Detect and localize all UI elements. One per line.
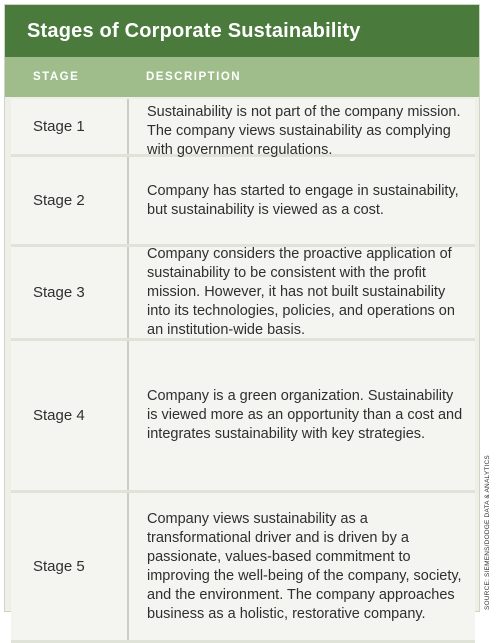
description-cell [129, 493, 475, 640]
description-text: Sustainability is not part of the company mission. The company views sustainability as complying with government regulations. [147, 104, 461, 158]
column-header-stage: STAGE [33, 71, 80, 83]
column-header-row [5, 57, 479, 97]
stage-cell: Stage 1 [11, 99, 129, 154]
stage-cell: Stage 5 [11, 493, 129, 640]
description-text: Company is a green organization. Sustainability is viewed more as an opportunity than a cost and integrates sustainability with key strategies. [147, 388, 463, 442]
table-title: Stages of Corporate Sustainability [5, 5, 479, 57]
description-cell [129, 341, 475, 490]
source-credit [484, 455, 498, 610]
description-cell [129, 99, 475, 158]
table-row [11, 99, 475, 157]
stage-cell: Stage 2 [11, 157, 129, 244]
table-row [11, 493, 475, 643]
description-cell [129, 247, 475, 338]
description-text: Company has started to engage in sustainability, but sustainability is viewed as a cost. [147, 182, 459, 218]
stage-cell: Stage 4 [11, 341, 129, 490]
table-row [11, 247, 475, 341]
description-cell [129, 157, 475, 244]
table-row [11, 341, 475, 493]
column-header-description: DESCRIPTION [146, 71, 242, 83]
description-text: Company views sustainability as a transformational driver and is driven by a passionate, values-based commitment to improving the well-being of the company, society, and the environment. The company approaches business as a holistic, restorative company. [147, 510, 462, 622]
table-row [11, 157, 475, 247]
stage-cell: Stage 3 [11, 247, 129, 338]
description-text: Company considers the proactive application of sustainability to be consistent with the profit mission. However, it has not built sustainability into its technologies, policies, and operations on an institution-wide basis. [147, 246, 455, 338]
stages-table [11, 99, 475, 643]
source-text: SOURCE: SIEMENS/DODGE DATA & ANALYTICS [484, 455, 491, 610]
sustainability-table-panel [4, 4, 480, 622]
